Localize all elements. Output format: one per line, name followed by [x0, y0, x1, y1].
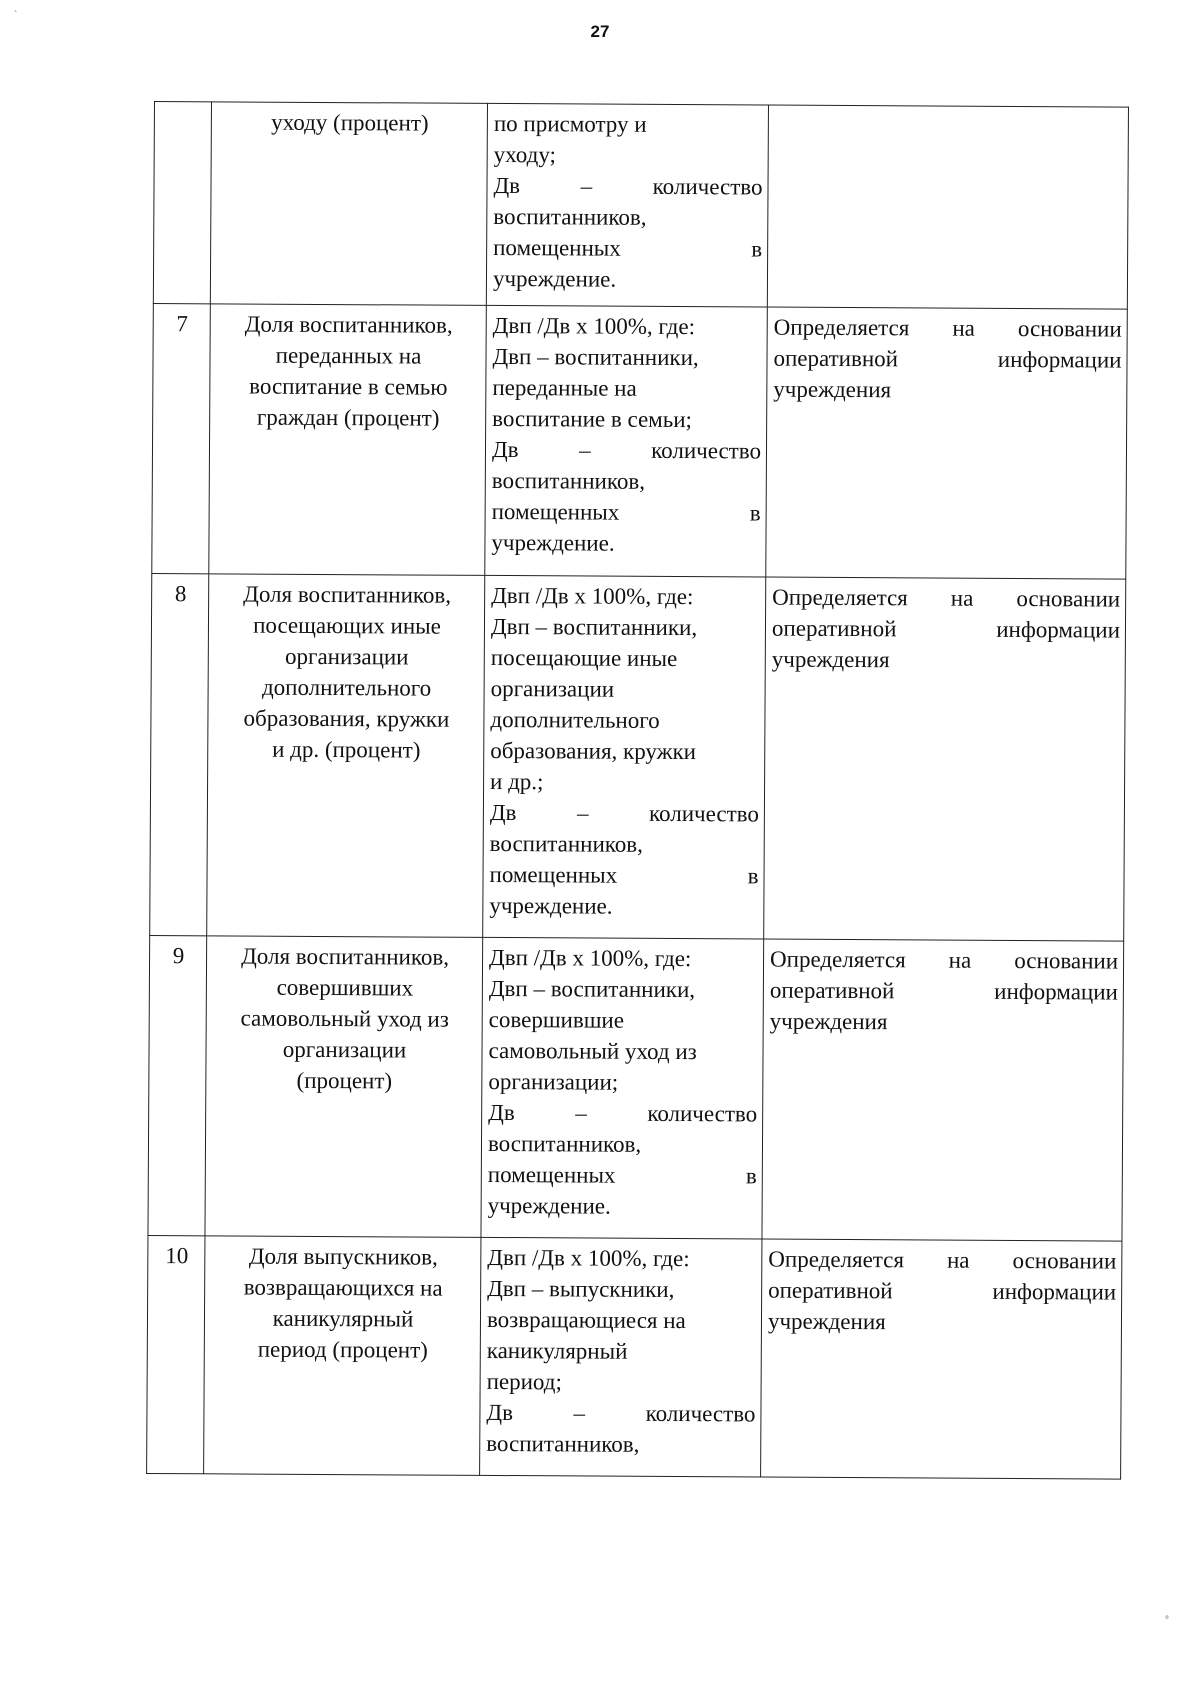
formula-line: организации: [490, 675, 615, 702]
row-number: 8: [150, 573, 209, 935]
row-number: 7: [152, 303, 211, 573]
formula-word: Дв: [488, 1099, 515, 1126]
formula-line: возвращающиеся на: [486, 1306, 686, 1334]
table-row: [152, 303, 1128, 579]
formula-word: –: [579, 437, 591, 463]
formula-line: самовольный уход из: [488, 1037, 697, 1065]
scan-speck: `: [14, 10, 18, 21]
data-source-cell: Определяется на основании оперативной информации учреждения: [762, 939, 1124, 1241]
formula-word: Дв: [489, 799, 517, 826]
formula-word: в: [747, 863, 759, 889]
formula-word: количество: [645, 1400, 756, 1427]
formula-line: воспитание в семьи;: [492, 405, 693, 433]
formula-word: –: [573, 1400, 586, 1426]
formula-cell: [485, 305, 768, 577]
table-row: [153, 102, 1128, 310]
row-number: 10: [147, 1235, 205, 1473]
formula-line: воспитанников,: [493, 203, 647, 230]
page-number: 27: [590, 22, 610, 41]
formula-word: количество: [647, 1100, 758, 1127]
formula-line: [493, 232, 762, 265]
formula-word: помещенных: [489, 861, 618, 888]
formula-line: уходу;: [493, 141, 557, 168]
indicator-name-line: Доля воспитанников,: [243, 581, 452, 608]
formula-cell: [481, 937, 764, 1239]
formula-cell: [486, 103, 768, 307]
formula-word: помещенных: [487, 1161, 616, 1188]
formula-line: Двп – воспитанники,: [490, 613, 698, 641]
indicator-name-line: граждан (процент): [256, 404, 440, 431]
formula-word: Дв: [491, 436, 519, 463]
indicator-name-line: Доля воспитанников,: [244, 311, 453, 338]
indicator-name-line: совершивших: [276, 974, 414, 1001]
indicator-name-cell: [209, 304, 487, 576]
formula-line: воспитанников,: [486, 1430, 640, 1457]
indicator-name-line: переданных на: [275, 342, 422, 369]
formula-line: учреждение.: [489, 892, 613, 919]
data-source-cell: Определяется на основании оперативной информации учреждения: [764, 577, 1126, 941]
indicator-name-line: организации: [282, 1036, 407, 1063]
formula-line: по присмотру и: [493, 110, 647, 137]
formula-line: [490, 797, 759, 830]
indicator-name-cell: [205, 936, 483, 1238]
formula-line: Двп – выпускники,: [487, 1275, 675, 1303]
row-number: [153, 102, 211, 304]
formula-line: [486, 1397, 755, 1430]
indicators-table-body: [147, 102, 1129, 1480]
formula-line: учреждение.: [487, 1192, 611, 1219]
formula-line: каникулярный: [486, 1337, 628, 1364]
indicator-name-line: Доля выпускников,: [248, 1243, 438, 1270]
formula-word: в: [749, 500, 761, 526]
formula-word: –: [575, 1100, 587, 1126]
formula-line: образования, кружки: [490, 737, 697, 765]
indicator-name-cell: [207, 574, 485, 938]
row-number: 9: [148, 935, 207, 1235]
formula-word: количество: [651, 437, 762, 464]
indicator-name-line: организации: [284, 643, 409, 670]
formula-line: воспитанников,: [487, 1130, 642, 1157]
formula-line: [488, 1159, 757, 1192]
formula-line: учреждение.: [492, 265, 617, 292]
formula-word: количество: [649, 800, 759, 827]
formula-line: воспитанников,: [491, 467, 646, 494]
formula-line: совершившие: [488, 1006, 625, 1033]
formula-line: [493, 170, 762, 203]
formula-line: организации;: [488, 1068, 619, 1095]
formula-line: период;: [486, 1368, 562, 1395]
data-source-cell: [767, 105, 1128, 309]
indicator-name-line: дополнительного: [261, 674, 432, 701]
data-source-cell: Определяется на основании оперативной информации учреждения: [761, 1239, 1122, 1479]
formula-word: помещенных: [493, 234, 621, 261]
table-row: [147, 1235, 1122, 1479]
formula-word: –: [580, 173, 593, 199]
indicator-name-line: самовольный уход из: [240, 1005, 449, 1032]
formula-line: учреждение.: [491, 529, 615, 556]
indicators-table: [146, 101, 1129, 1480]
formula-cell: [483, 575, 766, 939]
formula-word: помещенных: [491, 498, 620, 525]
formula-line: [488, 1097, 757, 1130]
formula-word: Дв: [486, 1399, 514, 1426]
formula-word: –: [576, 800, 589, 826]
formula-word: в: [751, 236, 763, 262]
formula-line: дополнительного: [490, 706, 660, 733]
formula-line: и др.;: [490, 768, 544, 795]
formula-line: Двп /Дв х 100%, где:: [491, 582, 694, 610]
table-row: [150, 573, 1126, 941]
formula-line: Двп /Дв х 100%, где:: [492, 312, 696, 340]
data-source-cell: Определяется на основании оперативной информации учреждения: [766, 307, 1128, 579]
formula-word: количество: [652, 173, 763, 200]
formula-line: [492, 434, 761, 467]
formula-line: переданные на: [492, 374, 637, 401]
indicator-name-line: возвращающихся на: [243, 1274, 443, 1301]
scan-speck: °: [1165, 1615, 1169, 1626]
formula-line: [492, 496, 761, 529]
indicator-name-line: каникулярный: [272, 1305, 414, 1332]
formula-word: в: [745, 1163, 757, 1189]
formula-cell: [480, 1237, 762, 1477]
formula-line: Двп – воспитанники,: [492, 343, 699, 371]
indicator-name-line: и др. (процент): [272, 736, 421, 763]
formula-line: Двп /Дв х 100%, где:: [487, 1244, 690, 1272]
indicator-name-cell: [204, 1236, 481, 1476]
indicator-name-line: посещающих иные: [253, 612, 441, 639]
formula-line: посещающие иные: [490, 644, 678, 672]
formula-word: Дв: [493, 172, 521, 199]
indicator-name-line: воспитание в семью: [249, 373, 448, 400]
formula-line: Двп /Дв х 100%, где:: [489, 944, 692, 972]
formula-line: [489, 859, 758, 892]
indicator-name-line: (процент): [296, 1067, 393, 1094]
indicator-name-cell: [210, 102, 487, 306]
table-row: [148, 935, 1124, 1241]
formula-line: воспитанников,: [489, 830, 643, 857]
indicator-name-line: образования, кружки: [243, 705, 450, 732]
formula-line: Двп – воспитанники,: [488, 975, 696, 1003]
indicator-name-line: Доля воспитанников,: [241, 943, 450, 970]
indicator-name-line: период (процент): [257, 1336, 428, 1363]
indicator-name-line: уходу (процент): [271, 109, 429, 136]
